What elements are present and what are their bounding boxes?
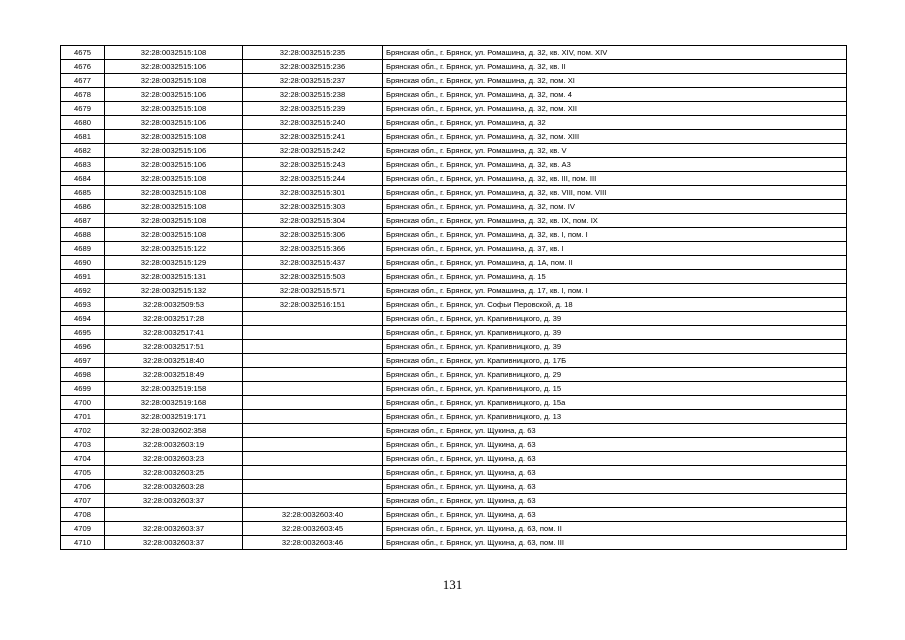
cadastral-number-parent: 32:28:0032518:49: [105, 368, 243, 382]
table-row: [61, 228, 847, 242]
table-row: [61, 340, 847, 354]
address-cell: Брянская обл., г. Брянск, ул. Ромашина, д. 37, кв. I: [383, 242, 847, 256]
cadastral-number-parent: 32:28:0032515:122: [105, 242, 243, 256]
table-row: [61, 270, 847, 284]
address-cell: Брянская обл., г. Брянск, ул. Ромашина, д. 32, кв. II: [383, 60, 847, 74]
table-row: [61, 396, 847, 410]
cadastral-number-object: [243, 368, 383, 382]
row-number: 4707: [61, 494, 105, 508]
row-number: 4692: [61, 284, 105, 298]
row-number: 4704: [61, 452, 105, 466]
table-row: [61, 536, 847, 550]
address-cell: Брянская обл., г. Брянск, ул. Щукина, д. 63, пом. II: [383, 522, 847, 536]
cadastral-number-parent: 32:28:0032602:358: [105, 424, 243, 438]
cadastral-number-object: [243, 410, 383, 424]
row-number: 4688: [61, 228, 105, 242]
cadastral-number-object: 32:28:0032515:236: [243, 60, 383, 74]
table-row: [61, 256, 847, 270]
row-number: 4690: [61, 256, 105, 270]
cadastral-number-parent: 32:28:0032515:108: [105, 186, 243, 200]
cadastral-number-parent: 32:28:0032517:41: [105, 326, 243, 340]
cadastral-number-object: 32:28:0032515:301: [243, 186, 383, 200]
address-cell: Брянская обл., г. Брянск, ул. Ромашина, д. 32, кв. А3: [383, 158, 847, 172]
table-row: [61, 312, 847, 326]
cadastral-number-object: 32:28:0032515:304: [243, 214, 383, 228]
row-number: 4697: [61, 354, 105, 368]
row-number: 4675: [61, 46, 105, 60]
cadastral-number-parent: 32:28:0032515:108: [105, 214, 243, 228]
cadastral-number-object: 32:28:0032515:303: [243, 200, 383, 214]
cadastral-number-parent: 32:28:0032603:37: [105, 536, 243, 550]
row-number: 4694: [61, 312, 105, 326]
cadastral-number-parent: 32:28:0032517:28: [105, 312, 243, 326]
cadastral-number-parent: 32:28:0032515:108: [105, 102, 243, 116]
cadastral-number-parent: 32:28:0032603:25: [105, 466, 243, 480]
row-number: 4700: [61, 396, 105, 410]
address-cell: Брянская обл., г. Брянск, ул. Крапивницкого, д. 17Б: [383, 354, 847, 368]
table-row: [61, 88, 847, 102]
address-cell: Брянская обл., г. Брянск, ул. Щукина, д. 63: [383, 466, 847, 480]
cadastral-number-parent: 32:28:0032515:108: [105, 74, 243, 88]
row-number: 4691: [61, 270, 105, 284]
cadastral-number-object: 32:28:0032515:241: [243, 130, 383, 144]
table-row: [61, 354, 847, 368]
row-number: 4702: [61, 424, 105, 438]
table-row: [61, 410, 847, 424]
address-cell: Брянская обл., г. Брянск, ул. Ромашина, д. 32: [383, 116, 847, 130]
cadastral-number-parent: 32:28:0032603:28: [105, 480, 243, 494]
cadastral-number-parent: 32:28:0032515:132: [105, 284, 243, 298]
cadastral-number-object: 32:28:0032515:306: [243, 228, 383, 242]
table-row: [61, 452, 847, 466]
row-number: 4710: [61, 536, 105, 550]
address-cell: Брянская обл., г. Брянск, ул. Ромашина, д. 32, пом. 4: [383, 88, 847, 102]
cadastral-table: [60, 45, 847, 550]
table-row: [61, 480, 847, 494]
row-number: 4682: [61, 144, 105, 158]
address-cell: Брянская обл., г. Брянск, ул. Крапивницкого, д. 39: [383, 326, 847, 340]
cadastral-number-object: [243, 382, 383, 396]
cadastral-number-parent: 32:28:0032515:108: [105, 46, 243, 60]
cadastral-number-object: 32:28:0032516:151: [243, 298, 383, 312]
address-cell: Брянская обл., г. Брянск, ул. Ромашина, д. 1А, пом. II: [383, 256, 847, 270]
cadastral-number-object: 32:28:0032603:46: [243, 536, 383, 550]
table-row: [61, 494, 847, 508]
cadastral-number-parent: 32:28:0032519:168: [105, 396, 243, 410]
table-row: [61, 214, 847, 228]
table-row: [61, 172, 847, 186]
row-number: 4696: [61, 340, 105, 354]
cadastral-number-parent: 32:28:0032603:19: [105, 438, 243, 452]
row-number: 4683: [61, 158, 105, 172]
cadastral-number-object: [243, 354, 383, 368]
address-cell: Брянская обл., г. Брянск, ул. Крапивницкого, д. 39: [383, 312, 847, 326]
address-cell: Брянская обл., г. Брянск, ул. Крапивницкого, д. 15: [383, 382, 847, 396]
address-cell: Брянская обл., г. Брянск, ул. Крапивницкого, д. 13: [383, 410, 847, 424]
cadastral-number-parent: 32:28:0032603:23: [105, 452, 243, 466]
row-number: 4679: [61, 102, 105, 116]
cadastral-number-object: 32:28:0032515:239: [243, 102, 383, 116]
cadastral-number-object: 32:28:0032603:40: [243, 508, 383, 522]
address-cell: Брянская обл., г. Брянск, ул. Щукина, д. 63: [383, 452, 847, 466]
cadastral-number-object: [243, 480, 383, 494]
cadastral-number-object: 32:28:0032515:503: [243, 270, 383, 284]
table-row: [61, 200, 847, 214]
cadastral-number-parent: 32:28:0032515:106: [105, 116, 243, 130]
address-cell: Брянская обл., г. Брянск, ул. Ромашина, д. 32, кв. I, пом. I: [383, 228, 847, 242]
table-row: [61, 116, 847, 130]
address-cell: Брянская обл., г. Брянск, ул. Щукина, д. 63: [383, 508, 847, 522]
cadastral-number-parent: 32:28:0032509:53: [105, 298, 243, 312]
table-row: [61, 46, 847, 60]
row-number: 4699: [61, 382, 105, 396]
row-number: 4709: [61, 522, 105, 536]
row-number: 4698: [61, 368, 105, 382]
address-cell: Брянская обл., г. Брянск, ул. Ромашина, д. 32, кв. V: [383, 144, 847, 158]
address-cell: Брянская обл., г. Брянск, ул. Крапивницкого, д. 39: [383, 340, 847, 354]
address-cell: Брянская обл., г. Брянск, ул. Ромашина, д. 32, пом. XI: [383, 74, 847, 88]
address-cell: Брянская обл., г. Брянск, ул. Щукина, д. 63: [383, 424, 847, 438]
row-number: 4693: [61, 298, 105, 312]
cadastral-number-parent: 32:28:0032519:158: [105, 382, 243, 396]
row-number: 4678: [61, 88, 105, 102]
address-cell: Брянская обл., г. Брянск, ул. Ромашина, д. 32, кв. XIV, пом. XIV: [383, 46, 847, 60]
table-row: [61, 242, 847, 256]
cadastral-number-parent: 32:28:0032518:40: [105, 354, 243, 368]
page-number: 131: [442, 577, 463, 592]
cadastral-number-parent: 32:28:0032515:106: [105, 158, 243, 172]
row-number: 4676: [61, 60, 105, 74]
table-row: [61, 326, 847, 340]
table-row: [61, 508, 847, 522]
table-row: [61, 438, 847, 452]
cadastral-number-parent: 32:28:0032603:37: [105, 522, 243, 536]
cadastral-number-object: 32:28:0032515:238: [243, 88, 383, 102]
cadastral-number-object: [243, 340, 383, 354]
cadastral-number-object: 32:28:0032515:571: [243, 284, 383, 298]
cadastral-number-parent: 32:28:0032519:171: [105, 410, 243, 424]
cadastral-number-object: 32:28:0032515:240: [243, 116, 383, 130]
table-row: [61, 382, 847, 396]
table-row: [61, 60, 847, 74]
row-number: 4680: [61, 116, 105, 130]
cadastral-number-object: 32:28:0032515:237: [243, 74, 383, 88]
cadastral-number-object: [243, 312, 383, 326]
cadastral-number-parent: 32:28:0032515:106: [105, 144, 243, 158]
row-number: 4701: [61, 410, 105, 424]
table-row: [61, 424, 847, 438]
cadastral-number-object: [243, 466, 383, 480]
cadastral-number-object: 32:28:0032603:45: [243, 522, 383, 536]
table-row: [61, 130, 847, 144]
cadastral-number-object: 32:28:0032515:244: [243, 172, 383, 186]
address-cell: Брянская обл., г. Брянск, ул. Ромашина, д. 32, пом. IV: [383, 200, 847, 214]
table-row: [61, 522, 847, 536]
cadastral-number-object: [243, 424, 383, 438]
cadastral-table-body: [61, 46, 847, 550]
table-row: [61, 186, 847, 200]
row-number: 4684: [61, 172, 105, 186]
table-row: [61, 466, 847, 480]
row-number: 4689: [61, 242, 105, 256]
cadastral-number-parent: 32:28:0032515:108: [105, 172, 243, 186]
row-number: 4677: [61, 74, 105, 88]
cadastral-number-object: [243, 396, 383, 410]
address-cell: Брянская обл., г. Брянск, ул. Крапивницкого, д. 15а: [383, 396, 847, 410]
address-cell: Брянская обл., г. Брянск, ул. Ромашина, д. 32, пом. XII: [383, 102, 847, 116]
table-row: [61, 298, 847, 312]
cadastral-number-object: 32:28:0032515:366: [243, 242, 383, 256]
address-cell: Брянская обл., г. Брянск, ул. Щукина, д. 63: [383, 480, 847, 494]
table-row: [61, 144, 847, 158]
address-cell: Брянская обл., г. Брянск, ул. Щукина, д. 63: [383, 438, 847, 452]
cadastral-number-parent: 32:28:0032515:106: [105, 88, 243, 102]
cadastral-number-parent: [105, 508, 243, 522]
row-number: 4695: [61, 326, 105, 340]
address-cell: Брянская обл., г. Брянск, ул. Ромашина, д. 32, кв. VIII, пом. VIII: [383, 186, 847, 200]
cadastral-number-object: 32:28:0032515:243: [243, 158, 383, 172]
address-cell: Брянская обл., г. Брянск, ул. Ромашина, д. 15: [383, 270, 847, 284]
row-number: 4708: [61, 508, 105, 522]
cadastral-number-parent: 32:28:0032515:108: [105, 228, 243, 242]
address-cell: Брянская обл., г. Брянск, ул. Софьи Перовской, д. 18: [383, 298, 847, 312]
row-number: 4681: [61, 130, 105, 144]
address-cell: Брянская обл., г. Брянск, ул. Ромашина, д. 17, кв. I, пом. I: [383, 284, 847, 298]
cadastral-number-parent: 32:28:0032515:129: [105, 256, 243, 270]
address-cell: Брянская обл., г. Брянск, ул. Ромашина, д. 32, пом. XIII: [383, 130, 847, 144]
cadastral-number-object: 32:28:0032515:437: [243, 256, 383, 270]
cadastral-number-parent: 32:28:0032515:106: [105, 60, 243, 74]
cadastral-number-parent: 32:28:0032515:108: [105, 130, 243, 144]
address-cell: Брянская обл., г. Брянск, ул. Ромашина, д. 32, кв. IX, пом. IX: [383, 214, 847, 228]
table-row: [61, 74, 847, 88]
cadastral-number-parent: 32:28:0032515:108: [105, 200, 243, 214]
cadastral-number-parent: 32:28:0032603:37: [105, 494, 243, 508]
row-number: 4687: [61, 214, 105, 228]
cadastral-number-object: 32:28:0032515:242: [243, 144, 383, 158]
row-number: 4685: [61, 186, 105, 200]
cadastral-number-object: [243, 452, 383, 466]
row-number: 4703: [61, 438, 105, 452]
cadastral-number-object: [243, 326, 383, 340]
address-cell: Брянская обл., г. Брянск, ул. Щукина, д. 63, пом. III: [383, 536, 847, 550]
table-row: [61, 368, 847, 382]
cadastral-number-object: [243, 438, 383, 452]
cadastral-number-parent: 32:28:0032515:131: [105, 270, 243, 284]
cadastral-number-parent: 32:28:0032517:51: [105, 340, 243, 354]
cadastral-number-object: 32:28:0032515:235: [243, 46, 383, 60]
table-row: [61, 284, 847, 298]
address-cell: Брянская обл., г. Брянск, ул. Крапивницкого, д. 29: [383, 368, 847, 382]
row-number: 4686: [61, 200, 105, 214]
row-number: 4705: [61, 466, 105, 480]
address-cell: Брянская обл., г. Брянск, ул. Щукина, д. 63: [383, 494, 847, 508]
table-row: [61, 102, 847, 116]
table-row: [61, 158, 847, 172]
cadastral-number-object: [243, 494, 383, 508]
row-number: 4706: [61, 480, 105, 494]
address-cell: Брянская обл., г. Брянск, ул. Ромашина, д. 32, кв. III, пом. III: [383, 172, 847, 186]
